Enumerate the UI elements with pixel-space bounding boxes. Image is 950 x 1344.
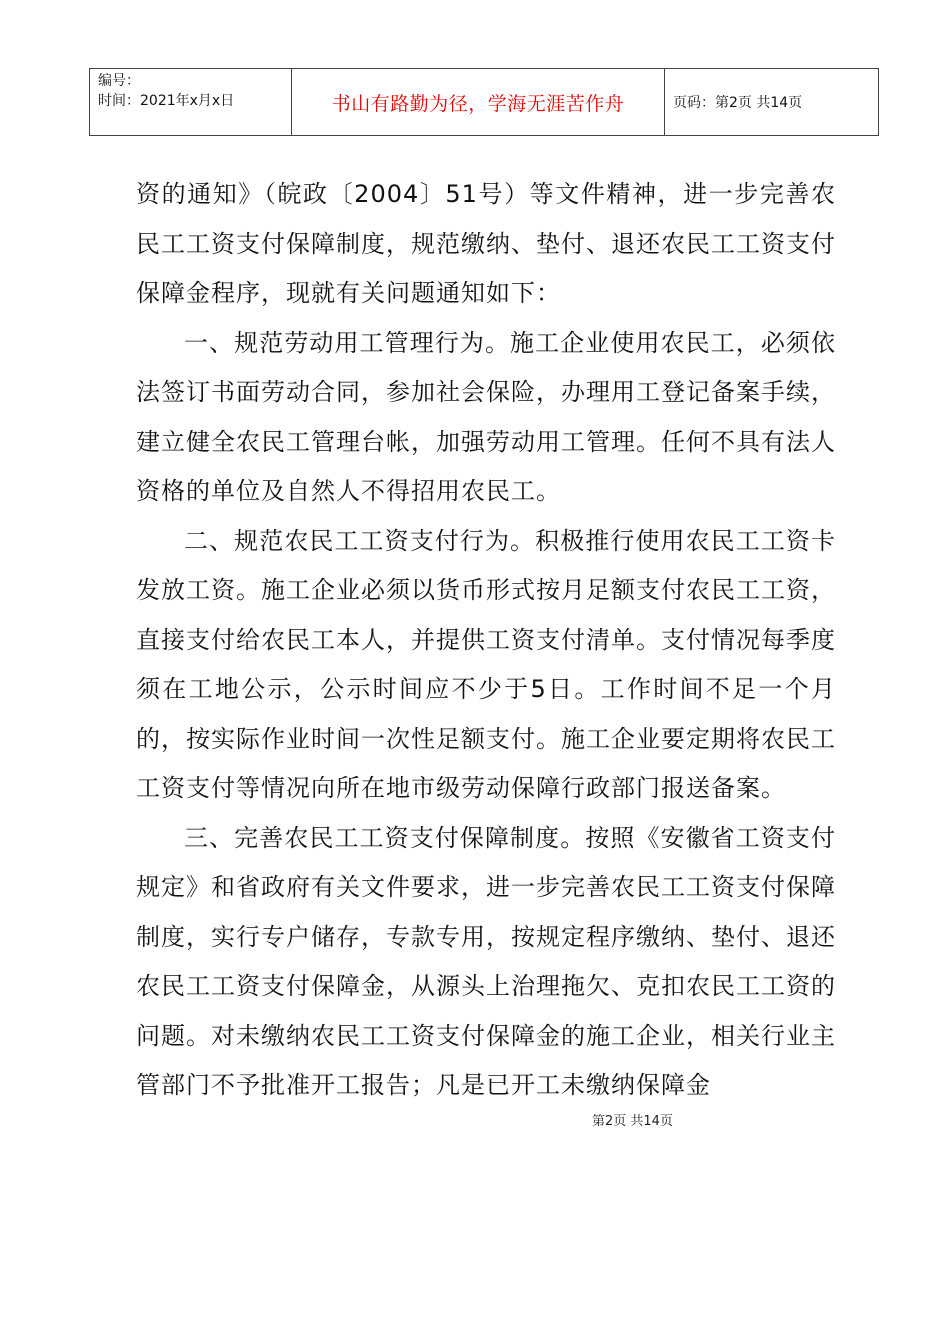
header-page-cell bbox=[665, 69, 878, 135]
page-number-label: 页码：第2页 共14页 bbox=[673, 95, 803, 111]
serial-number-label: 编号： bbox=[98, 73, 140, 89]
date-label: 时间：2021年x月x日 bbox=[98, 93, 235, 109]
paragraph-intro: 资的通知》（皖政〔2004〕51号）等文件精神，进一步完善农民工工资支付保障制度，规范缴纳、垫付、退还农民工工资支付保障金程序，现就有关问题通知如下： bbox=[136, 180, 836, 307]
header-motto-cell bbox=[292, 69, 665, 135]
header-info-cell bbox=[90, 69, 292, 135]
motto-text: 书山有路勤为径，学海无涯苦作舟 bbox=[331, 92, 625, 115]
document-body bbox=[136, 170, 836, 1111]
header-table bbox=[89, 68, 879, 136]
paragraph-section-2: 二、规范农民工工资支付行为。积极推行使用农民工工资卡发放工资。施工企业必须以货币形式按月足额支付农民工工资，直接支付给农民工本人，并提供工资支付清单。支付情况每季度须在工地公示，公示时间应不少于5日。工作时间不足一个月的，按实际作业时间一次性足额支付。施工企业要定期将农民工工资支付等情况向所在地市级劳动保障行政部门报送备案。 bbox=[136, 526, 836, 802]
paragraph-section-1: 一、规范劳动用工管理行为。施工企业使用农民工，必须依法签订书面劳动合同，参加社会保险，办理用工登记备案手续，建立健全农民工管理台帐，加强劳动用工管理。任何不具有法人资格的单位及自然人不得招用农民工。 bbox=[136, 328, 836, 505]
page-footer: 第2页 共14页 bbox=[592, 1114, 673, 1129]
paragraph-section-3: 三、完善农民工工资支付保障制度。按照《安徽省工资支付规定》和省政府有关文件要求，进一步完善农民工工资支付保障制度，实行专户储存，专款专用，按规定程序缴纳、垫付、退还农民工工资支付保障金，从源头上治理拖欠、克扣农民工工资的问题。对未缴纳农民工工资支付保障金的施工企业，相关行业主管部门不予批准开工报告；凡是已开工未缴纳保障金 bbox=[136, 823, 836, 1099]
